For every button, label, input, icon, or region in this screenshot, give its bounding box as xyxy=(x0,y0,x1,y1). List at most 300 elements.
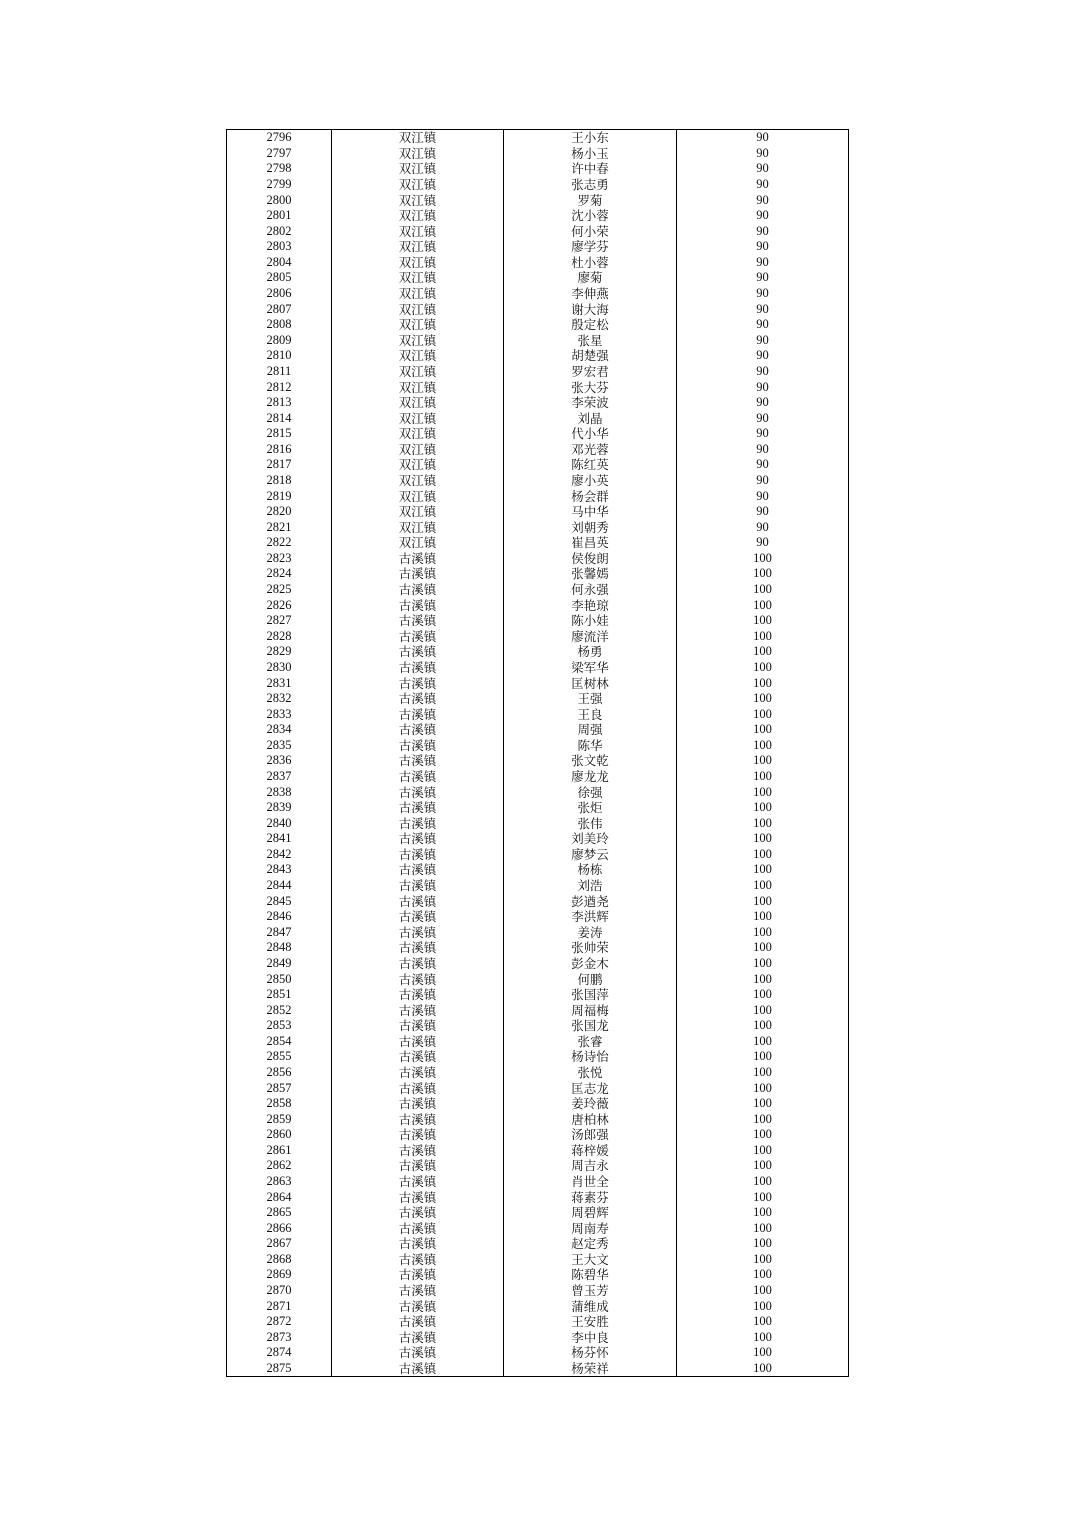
name-cell: 廖小英 xyxy=(504,473,677,489)
row-number-cell: 2814 xyxy=(227,410,332,426)
name-cell: 胡楚强 xyxy=(504,348,677,364)
row-number-cell: 2858 xyxy=(227,1096,332,1112)
name-cell: 张悦 xyxy=(504,1065,677,1081)
name-cell: 周福梅 xyxy=(504,1002,677,1018)
name-cell: 刘美玲 xyxy=(504,831,677,847)
score-cell: 100 xyxy=(677,597,849,613)
name-cell: 陈小娃 xyxy=(504,613,677,629)
row-number-cell: 2829 xyxy=(227,644,332,660)
town-cell: 古溪镇 xyxy=(332,1018,504,1034)
score-cell: 100 xyxy=(677,1252,849,1268)
name-cell: 张睿 xyxy=(504,1034,677,1050)
score-cell: 90 xyxy=(677,348,849,364)
score-cell: 100 xyxy=(677,753,849,769)
row-number-cell: 2857 xyxy=(227,1080,332,1096)
table-row xyxy=(227,738,849,754)
name-cell: 王安胜 xyxy=(504,1314,677,1330)
table-row xyxy=(227,909,849,925)
table-row xyxy=(227,270,849,286)
table-row xyxy=(227,255,849,271)
table-row xyxy=(227,1220,849,1236)
town-cell: 古溪镇 xyxy=(332,862,504,878)
name-cell: 王良 xyxy=(504,706,677,722)
row-number-cell: 2840 xyxy=(227,815,332,831)
name-cell: 邓光蓉 xyxy=(504,442,677,458)
score-cell: 100 xyxy=(677,862,849,878)
table-row xyxy=(227,177,849,193)
row-number-cell: 2865 xyxy=(227,1205,332,1221)
score-cell: 100 xyxy=(677,1236,849,1252)
town-cell: 古溪镇 xyxy=(332,597,504,613)
town-cell: 古溪镇 xyxy=(332,1127,504,1143)
name-cell: 张炬 xyxy=(504,800,677,816)
town-cell: 古溪镇 xyxy=(332,784,504,800)
row-number-cell: 2835 xyxy=(227,738,332,754)
name-cell: 姜涛 xyxy=(504,924,677,940)
town-cell: 古溪镇 xyxy=(332,893,504,909)
row-number-cell: 2873 xyxy=(227,1330,332,1346)
score-cell: 100 xyxy=(677,582,849,598)
town-cell: 双江镇 xyxy=(332,239,504,255)
row-number-cell: 2836 xyxy=(227,753,332,769)
town-cell: 双江镇 xyxy=(332,457,504,473)
row-number-cell: 2806 xyxy=(227,286,332,302)
town-cell: 双江镇 xyxy=(332,146,504,162)
town-cell: 双江镇 xyxy=(332,364,504,380)
row-number-cell: 2809 xyxy=(227,333,332,349)
name-cell: 李洪辉 xyxy=(504,909,677,925)
table-row xyxy=(227,1143,849,1159)
score-cell: 100 xyxy=(677,613,849,629)
row-number-cell: 2863 xyxy=(227,1174,332,1190)
table-row xyxy=(227,940,849,956)
score-cell: 90 xyxy=(677,410,849,426)
town-cell: 双江镇 xyxy=(332,348,504,364)
town-cell: 双江镇 xyxy=(332,379,504,395)
table-row xyxy=(227,1096,849,1112)
name-cell: 蒲维成 xyxy=(504,1298,677,1314)
score-cell: 100 xyxy=(677,551,849,567)
town-cell: 古溪镇 xyxy=(332,1174,504,1190)
name-cell: 廖流洋 xyxy=(504,629,677,645)
row-number-cell: 2875 xyxy=(227,1361,332,1377)
town-cell: 双江镇 xyxy=(332,426,504,442)
score-cell: 90 xyxy=(677,519,849,535)
score-cell: 100 xyxy=(677,956,849,972)
row-number-cell: 2821 xyxy=(227,519,332,535)
row-number-cell: 2848 xyxy=(227,940,332,956)
row-number-cell: 2820 xyxy=(227,504,332,520)
score-cell: 90 xyxy=(677,192,849,208)
name-cell: 陈碧华 xyxy=(504,1267,677,1283)
score-cell: 90 xyxy=(677,130,849,146)
score-cell: 100 xyxy=(677,691,849,707)
name-cell: 曾玉芳 xyxy=(504,1283,677,1299)
row-number-cell: 2856 xyxy=(227,1065,332,1081)
score-cell: 100 xyxy=(677,1143,849,1159)
score-cell: 100 xyxy=(677,847,849,863)
table-row xyxy=(227,862,849,878)
table-row xyxy=(227,660,849,676)
name-cell: 周强 xyxy=(504,722,677,738)
row-number-cell: 2799 xyxy=(227,177,332,193)
score-cell: 100 xyxy=(677,1158,849,1174)
town-cell: 古溪镇 xyxy=(332,613,504,629)
name-cell: 李伸燕 xyxy=(504,286,677,302)
score-cell: 100 xyxy=(677,629,849,645)
score-cell: 100 xyxy=(677,1345,849,1361)
row-number-cell: 2822 xyxy=(227,535,332,551)
town-cell: 古溪镇 xyxy=(332,1236,504,1252)
town-cell: 双江镇 xyxy=(332,192,504,208)
row-number-cell: 2796 xyxy=(227,130,332,146)
score-cell: 90 xyxy=(677,488,849,504)
town-cell: 古溪镇 xyxy=(332,1002,504,1018)
name-cell: 杨诗怡 xyxy=(504,1049,677,1065)
town-cell: 双江镇 xyxy=(332,504,504,520)
score-cell: 90 xyxy=(677,270,849,286)
name-cell: 李中良 xyxy=(504,1330,677,1346)
town-cell: 古溪镇 xyxy=(332,940,504,956)
name-cell: 张国萍 xyxy=(504,987,677,1003)
row-number-cell: 2812 xyxy=(227,379,332,395)
table-row xyxy=(227,488,849,504)
row-number-cell: 2851 xyxy=(227,987,332,1003)
row-number-cell: 2834 xyxy=(227,722,332,738)
name-cell: 赵定秀 xyxy=(504,1236,677,1252)
row-number-cell: 2803 xyxy=(227,239,332,255)
table-row xyxy=(227,1002,849,1018)
name-cell: 许中春 xyxy=(504,161,677,177)
score-cell: 100 xyxy=(677,769,849,785)
score-cell: 100 xyxy=(677,893,849,909)
row-number-cell: 2853 xyxy=(227,1018,332,1034)
row-number-cell: 2839 xyxy=(227,800,332,816)
name-cell: 张星 xyxy=(504,333,677,349)
row-number-cell: 2837 xyxy=(227,769,332,785)
town-cell: 双江镇 xyxy=(332,208,504,224)
town-cell: 古溪镇 xyxy=(332,987,504,1003)
table-row xyxy=(227,146,849,162)
row-number-cell: 2817 xyxy=(227,457,332,473)
town-cell: 古溪镇 xyxy=(332,551,504,567)
name-cell: 杨荣祥 xyxy=(504,1361,677,1377)
town-cell: 古溪镇 xyxy=(332,1298,504,1314)
table-row xyxy=(227,753,849,769)
table-row xyxy=(227,286,849,302)
name-cell: 沈小蓉 xyxy=(504,208,677,224)
row-number-cell: 2860 xyxy=(227,1127,332,1143)
table-row xyxy=(227,504,849,520)
row-number-cell: 2818 xyxy=(227,473,332,489)
table-row xyxy=(227,395,849,411)
score-cell: 90 xyxy=(677,473,849,489)
table-row xyxy=(227,1018,849,1034)
town-cell: 古溪镇 xyxy=(332,1330,504,1346)
table-row xyxy=(227,784,849,800)
score-cell: 90 xyxy=(677,379,849,395)
table-row xyxy=(227,800,849,816)
score-cell: 100 xyxy=(677,1018,849,1034)
score-cell: 100 xyxy=(677,722,849,738)
row-number-cell: 2855 xyxy=(227,1049,332,1065)
town-cell: 古溪镇 xyxy=(332,1220,504,1236)
score-cell: 100 xyxy=(677,971,849,987)
name-cell: 刘晶 xyxy=(504,410,677,426)
name-cell: 王小东 xyxy=(504,130,677,146)
table-row xyxy=(227,317,849,333)
town-cell: 双江镇 xyxy=(332,286,504,302)
name-cell: 廖菊 xyxy=(504,270,677,286)
score-cell: 100 xyxy=(677,800,849,816)
table-row xyxy=(227,831,849,847)
table-row xyxy=(227,519,849,535)
score-cell: 100 xyxy=(677,1127,849,1143)
table-row xyxy=(227,847,849,863)
table-row xyxy=(227,457,849,473)
score-cell: 100 xyxy=(677,815,849,831)
town-cell: 古溪镇 xyxy=(332,753,504,769)
name-cell: 陈华 xyxy=(504,738,677,754)
town-cell: 古溪镇 xyxy=(332,1252,504,1268)
row-number-cell: 2802 xyxy=(227,223,332,239)
table-row xyxy=(227,1283,849,1299)
town-cell: 双江镇 xyxy=(332,535,504,551)
table-row xyxy=(227,597,849,613)
name-cell: 罗菊 xyxy=(504,192,677,208)
name-cell: 彭金木 xyxy=(504,956,677,972)
town-cell: 古溪镇 xyxy=(332,629,504,645)
town-cell: 双江镇 xyxy=(332,223,504,239)
table-row xyxy=(227,535,849,551)
table-row xyxy=(227,192,849,208)
score-cell: 90 xyxy=(677,161,849,177)
row-number-cell: 2847 xyxy=(227,924,332,940)
score-cell: 100 xyxy=(677,1096,849,1112)
row-number-cell: 2833 xyxy=(227,706,332,722)
score-cell: 90 xyxy=(677,317,849,333)
name-cell: 张伟 xyxy=(504,815,677,831)
name-cell: 侯俊朗 xyxy=(504,551,677,567)
score-cell: 90 xyxy=(677,239,849,255)
table-row xyxy=(227,208,849,224)
name-cell: 代小华 xyxy=(504,426,677,442)
town-cell: 古溪镇 xyxy=(332,1096,504,1112)
name-cell: 王强 xyxy=(504,691,677,707)
row-number-cell: 2807 xyxy=(227,301,332,317)
table-row xyxy=(227,1049,849,1065)
town-cell: 双江镇 xyxy=(332,177,504,193)
row-number-cell: 2825 xyxy=(227,582,332,598)
town-cell: 古溪镇 xyxy=(332,738,504,754)
name-cell: 张国龙 xyxy=(504,1018,677,1034)
town-cell: 双江镇 xyxy=(332,488,504,504)
name-cell: 刘浩 xyxy=(504,878,677,894)
score-cell: 100 xyxy=(677,566,849,582)
table-row xyxy=(227,1361,849,1377)
town-cell: 古溪镇 xyxy=(332,582,504,598)
table-row xyxy=(227,706,849,722)
town-cell: 双江镇 xyxy=(332,395,504,411)
row-number-cell: 2808 xyxy=(227,317,332,333)
table-row xyxy=(227,566,849,582)
town-cell: 古溪镇 xyxy=(332,769,504,785)
table-row xyxy=(227,1034,849,1050)
score-cell: 100 xyxy=(677,909,849,925)
table-row xyxy=(227,924,849,940)
score-cell: 100 xyxy=(677,940,849,956)
town-cell: 古溪镇 xyxy=(332,1189,504,1205)
table-row xyxy=(227,893,849,909)
name-cell: 匡树林 xyxy=(504,675,677,691)
table-row xyxy=(227,348,849,364)
table-row xyxy=(227,987,849,1003)
town-cell: 古溪镇 xyxy=(332,878,504,894)
row-number-cell: 2864 xyxy=(227,1189,332,1205)
town-cell: 古溪镇 xyxy=(332,566,504,582)
score-cell: 90 xyxy=(677,301,849,317)
name-cell: 彭遒尧 xyxy=(504,893,677,909)
town-cell: 古溪镇 xyxy=(332,1345,504,1361)
table-row xyxy=(227,1345,849,1361)
row-number-cell: 2815 xyxy=(227,426,332,442)
name-cell: 刘朝秀 xyxy=(504,519,677,535)
table-row xyxy=(227,675,849,691)
score-cell: 90 xyxy=(677,395,849,411)
row-number-cell: 2800 xyxy=(227,192,332,208)
row-number-cell: 2816 xyxy=(227,442,332,458)
row-number-cell: 2810 xyxy=(227,348,332,364)
name-cell: 廖学芬 xyxy=(504,239,677,255)
table-row xyxy=(227,629,849,645)
name-cell: 唐柏林 xyxy=(504,1111,677,1127)
row-number-cell: 2844 xyxy=(227,878,332,894)
row-number-cell: 2838 xyxy=(227,784,332,800)
name-cell: 张馨嫣 xyxy=(504,566,677,582)
name-cell: 何永强 xyxy=(504,582,677,598)
table-row xyxy=(227,1298,849,1314)
row-number-cell: 2854 xyxy=(227,1034,332,1050)
row-number-cell: 2813 xyxy=(227,395,332,411)
name-cell: 蒋梓媛 xyxy=(504,1143,677,1159)
score-cell: 90 xyxy=(677,223,849,239)
town-cell: 古溪镇 xyxy=(332,1049,504,1065)
row-number-cell: 2832 xyxy=(227,691,332,707)
town-cell: 双江镇 xyxy=(332,270,504,286)
score-cell: 100 xyxy=(677,1314,849,1330)
table-row xyxy=(227,878,849,894)
table-row xyxy=(227,815,849,831)
row-number-cell: 2862 xyxy=(227,1158,332,1174)
row-number-cell: 2872 xyxy=(227,1314,332,1330)
town-cell: 古溪镇 xyxy=(332,971,504,987)
town-cell: 双江镇 xyxy=(332,333,504,349)
town-cell: 古溪镇 xyxy=(332,1158,504,1174)
row-number-cell: 2850 xyxy=(227,971,332,987)
town-cell: 古溪镇 xyxy=(332,800,504,816)
name-cell: 廖梦云 xyxy=(504,847,677,863)
name-cell: 梁军华 xyxy=(504,660,677,676)
name-cell: 杨栋 xyxy=(504,862,677,878)
row-number-cell: 2870 xyxy=(227,1283,332,1299)
table-row xyxy=(227,1158,849,1174)
town-cell: 古溪镇 xyxy=(332,706,504,722)
town-cell: 双江镇 xyxy=(332,317,504,333)
town-cell: 古溪镇 xyxy=(332,1111,504,1127)
town-cell: 古溪镇 xyxy=(332,644,504,660)
town-cell: 古溪镇 xyxy=(332,956,504,972)
table-row xyxy=(227,130,849,146)
score-cell: 100 xyxy=(677,1330,849,1346)
name-cell: 王大文 xyxy=(504,1252,677,1268)
name-cell: 殷定松 xyxy=(504,317,677,333)
row-number-cell: 2859 xyxy=(227,1111,332,1127)
table-row xyxy=(227,1174,849,1190)
name-cell: 张志勇 xyxy=(504,177,677,193)
table-row xyxy=(227,971,849,987)
table-row xyxy=(227,410,849,426)
row-number-cell: 2798 xyxy=(227,161,332,177)
score-cell: 90 xyxy=(677,208,849,224)
row-number-cell: 2861 xyxy=(227,1143,332,1159)
row-number-cell: 2830 xyxy=(227,660,332,676)
row-number-cell: 2869 xyxy=(227,1267,332,1283)
score-cell: 100 xyxy=(677,1267,849,1283)
table-row xyxy=(227,1189,849,1205)
score-cell: 90 xyxy=(677,426,849,442)
town-cell: 古溪镇 xyxy=(332,909,504,925)
row-number-cell: 2801 xyxy=(227,208,332,224)
name-cell: 杨勇 xyxy=(504,644,677,660)
name-cell: 崔昌英 xyxy=(504,535,677,551)
score-cell: 100 xyxy=(677,1283,849,1299)
name-cell: 杨小玉 xyxy=(504,146,677,162)
table-row xyxy=(227,1205,849,1221)
name-cell: 杜小蓉 xyxy=(504,255,677,271)
row-number-cell: 2797 xyxy=(227,146,332,162)
score-cell: 100 xyxy=(677,1002,849,1018)
name-cell: 周碧辉 xyxy=(504,1205,677,1221)
table-row xyxy=(227,301,849,317)
town-cell: 古溪镇 xyxy=(332,1314,504,1330)
row-number-cell: 2819 xyxy=(227,488,332,504)
name-cell: 肖世全 xyxy=(504,1174,677,1190)
row-number-cell: 2842 xyxy=(227,847,332,863)
town-cell: 古溪镇 xyxy=(332,924,504,940)
table-row xyxy=(227,1252,849,1268)
town-cell: 古溪镇 xyxy=(332,1267,504,1283)
row-number-cell: 2846 xyxy=(227,909,332,925)
table-row xyxy=(227,473,849,489)
town-cell: 古溪镇 xyxy=(332,831,504,847)
table-row xyxy=(227,1267,849,1283)
data-table xyxy=(226,129,849,1377)
score-cell: 100 xyxy=(677,1111,849,1127)
row-number-cell: 2826 xyxy=(227,597,332,613)
row-number-cell: 2852 xyxy=(227,1002,332,1018)
score-cell: 100 xyxy=(677,1189,849,1205)
table-row xyxy=(227,551,849,567)
score-cell: 100 xyxy=(677,1361,849,1377)
table-row xyxy=(227,613,849,629)
score-cell: 90 xyxy=(677,442,849,458)
table-row xyxy=(227,1330,849,1346)
town-cell: 双江镇 xyxy=(332,301,504,317)
name-cell: 杨芬怀 xyxy=(504,1345,677,1361)
row-number-cell: 2845 xyxy=(227,893,332,909)
score-cell: 90 xyxy=(677,255,849,271)
score-cell: 100 xyxy=(677,1065,849,1081)
